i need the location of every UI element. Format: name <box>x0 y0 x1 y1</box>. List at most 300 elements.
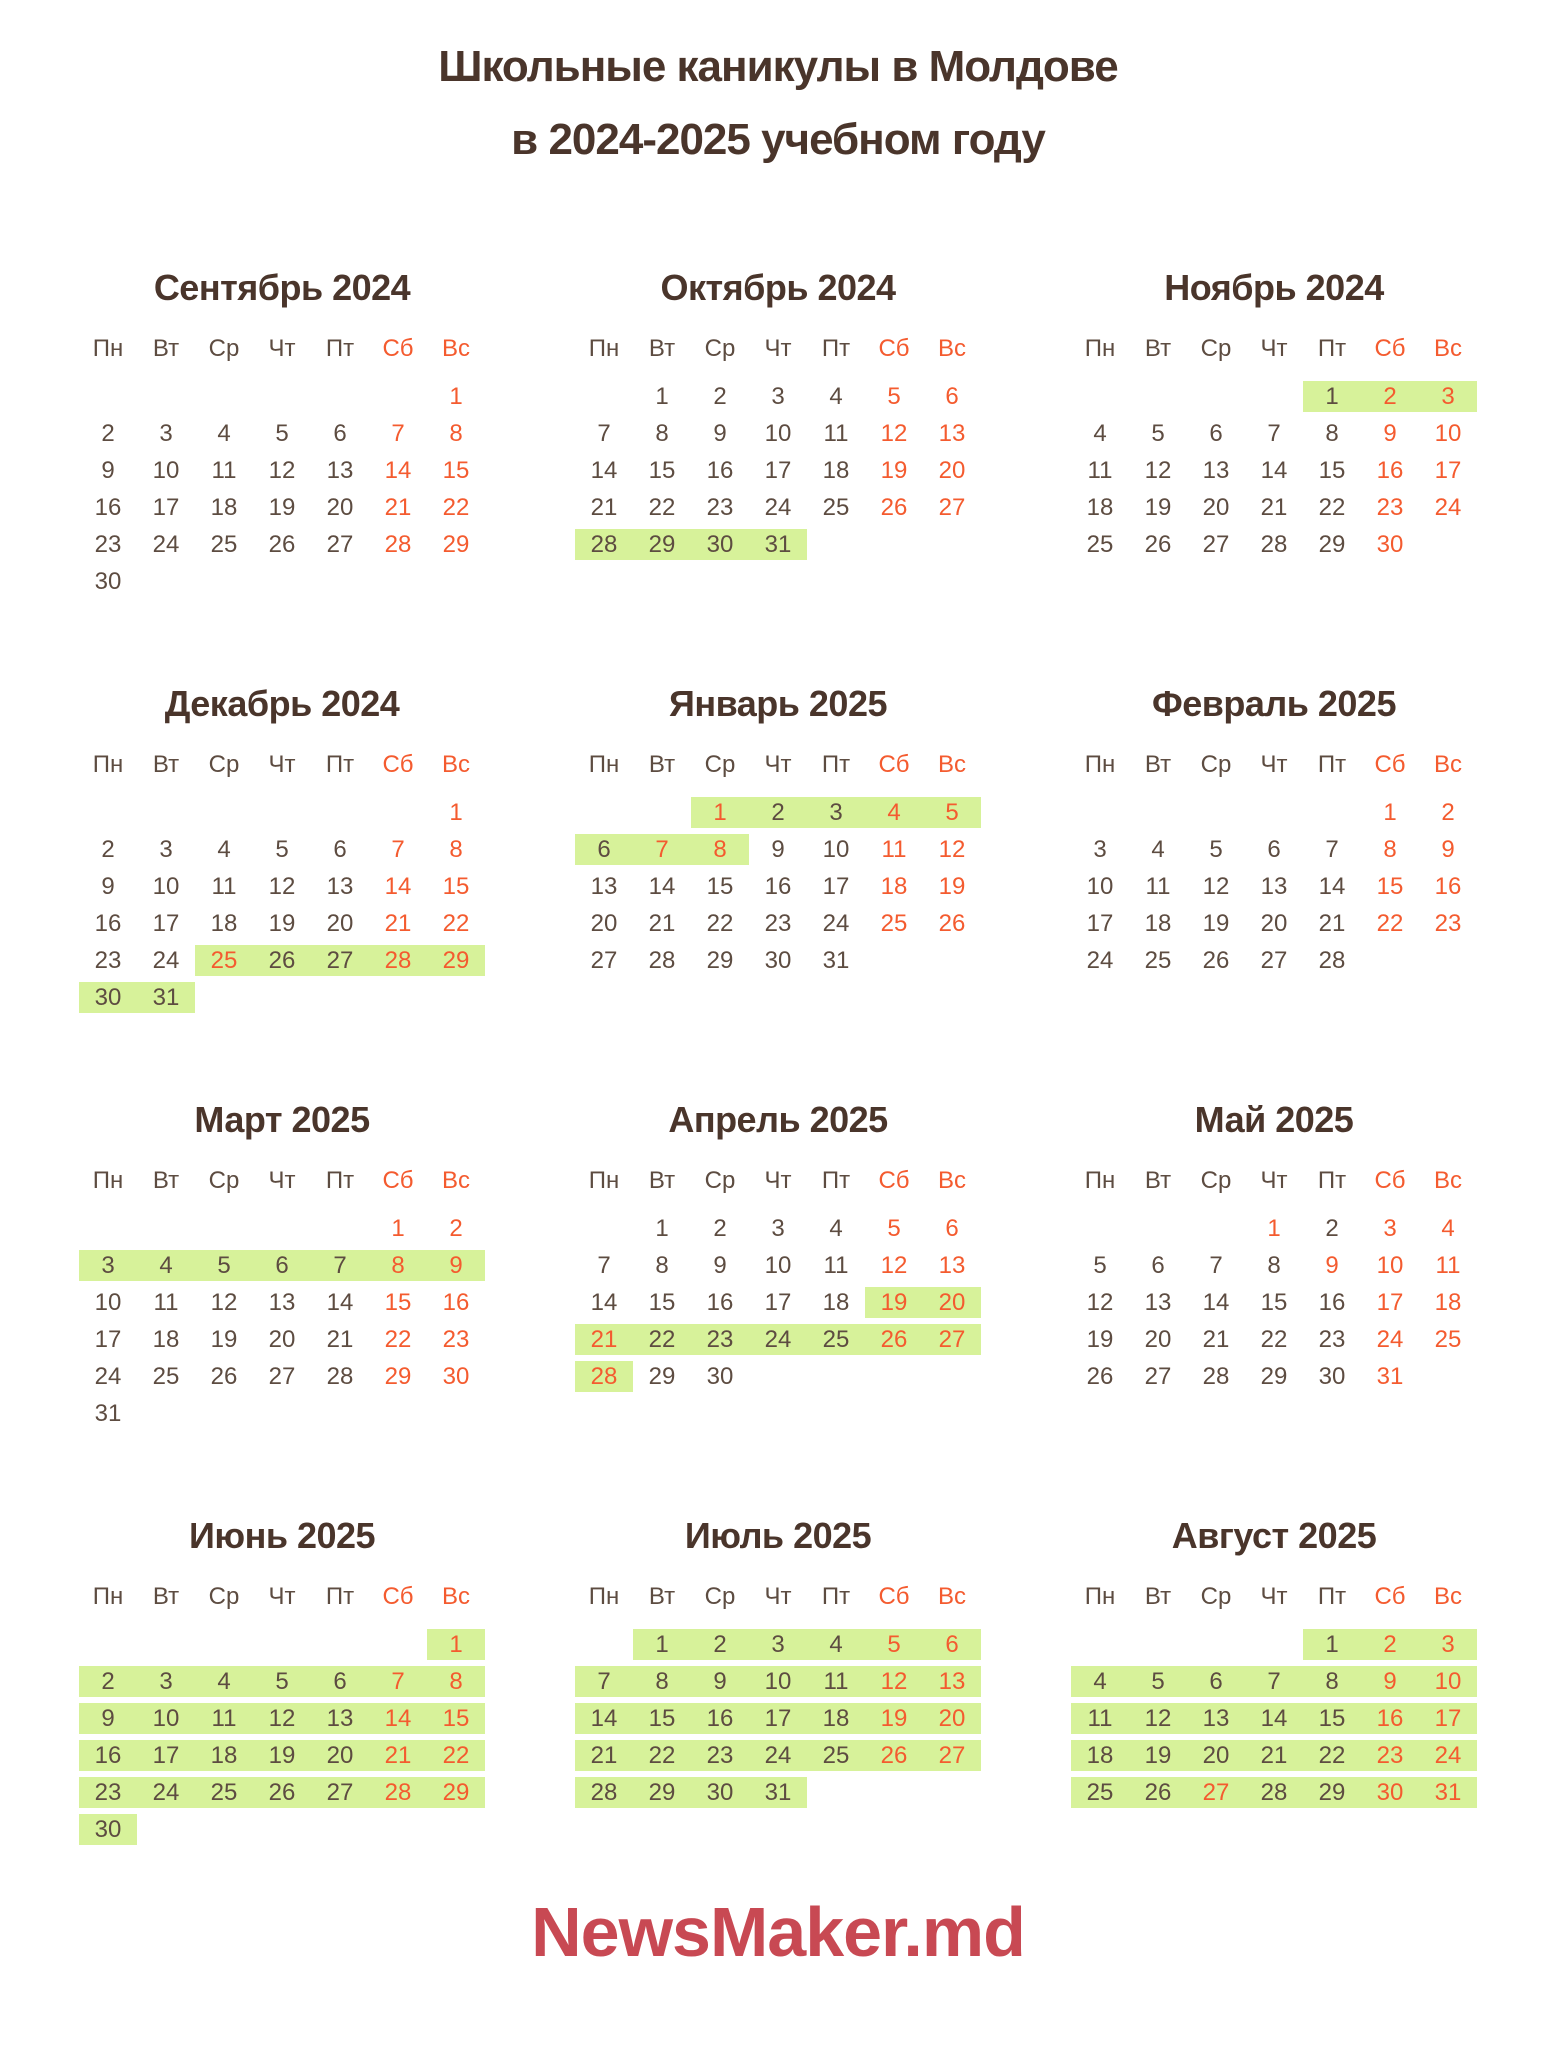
month-title: Август 2025 <box>1171 1515 1377 1556</box>
weekday-header: Пн <box>92 751 124 778</box>
day-cell: 23 <box>706 494 734 521</box>
day-cell: 19 <box>268 494 296 521</box>
holiday-day-cell: 27 <box>1187 1774 1245 1811</box>
month-calendar <box>79 1100 485 1432</box>
day-cell: 10 <box>1434 420 1462 447</box>
empty-cell <box>369 794 427 831</box>
weekday-header: Пн <box>1084 1583 1116 1610</box>
weekday-header: Ср <box>704 751 736 778</box>
day-cell: 29 <box>384 1363 412 1390</box>
weekday-header: Вт <box>152 335 180 362</box>
weekday-header: Сб <box>1374 1583 1406 1610</box>
weekday-header: Вт <box>152 1167 180 1194</box>
day-cell: 1 <box>1383 799 1397 826</box>
newsmaker-logo: NewsMaker.md <box>531 1893 1025 1971</box>
weekday-header: Вс <box>441 751 470 778</box>
day-cell: 13 <box>326 873 354 900</box>
day-cell: 16 <box>1318 1289 1346 1316</box>
day-cell: 20 <box>1144 1326 1172 1353</box>
day-cell: 22 <box>442 910 470 937</box>
month-grid <box>1071 332 1477 563</box>
weekday-header: Ср <box>704 1167 736 1194</box>
day-cell: 14 <box>648 873 676 900</box>
holiday-day-cell: 8 <box>369 1247 427 1284</box>
holiday-day-cell: 24 <box>749 1737 807 1774</box>
holiday-day-cell: 20 <box>923 1284 981 1321</box>
holiday-day-cell: 10 <box>1419 1663 1477 1700</box>
month-grid <box>79 748 485 1016</box>
weekday-header: Вс <box>1433 1167 1462 1194</box>
holiday-day-cell: 26 <box>1129 1774 1187 1811</box>
empty-cell <box>575 1210 633 1247</box>
day-cell: 5 <box>1093 1252 1107 1279</box>
weekday-header: Чт <box>764 1583 792 1610</box>
month-title: Май 2025 <box>1194 1099 1354 1140</box>
weekday-header: Сб <box>878 1167 910 1194</box>
day-cell: 11 <box>211 457 237 484</box>
holiday-day-cell: 3 <box>137 1663 195 1700</box>
holiday-day-cell: 25 <box>807 1321 865 1358</box>
day-cell: 7 <box>1209 1252 1223 1279</box>
weekday-header: Пт <box>1317 335 1347 362</box>
holiday-day-cell: 30 <box>691 1774 749 1811</box>
weekday-header: Вс <box>1433 751 1462 778</box>
day-cell: 24 <box>152 947 180 974</box>
day-cell: 26 <box>880 494 908 521</box>
day-cell: 20 <box>326 494 354 521</box>
day-cell: 15 <box>442 873 470 900</box>
month-title: Июнь 2025 <box>188 1515 376 1556</box>
day-cell: 5 <box>887 1215 901 1242</box>
day-cell: 15 <box>706 873 734 900</box>
day-cell: 21 <box>1260 494 1288 521</box>
weekday-header: Ср <box>1200 1583 1232 1610</box>
holiday-day-cell: 19 <box>865 1284 923 1321</box>
day-cell: 6 <box>333 420 347 447</box>
holiday-day-cell: 22 <box>633 1321 691 1358</box>
empty-cell <box>1129 378 1187 415</box>
day-cell: 9 <box>101 873 115 900</box>
day-cell: 22 <box>442 494 470 521</box>
weekday-header: Вт <box>1144 1167 1172 1194</box>
weekday-header: Вс <box>441 1583 470 1610</box>
day-cell: 17 <box>764 457 792 484</box>
day-cell: 12 <box>880 1252 908 1279</box>
day-cell: 26 <box>1202 947 1230 974</box>
holiday-day-cell: 25 <box>807 1737 865 1774</box>
day-cell: 15 <box>648 457 676 484</box>
day-cell: 24 <box>94 1363 122 1390</box>
day-cell: 1 <box>1267 1215 1281 1242</box>
holiday-day-cell: 25 <box>195 942 253 979</box>
weekday-header: Ср <box>1200 1167 1232 1194</box>
holiday-day-cell: 13 <box>1187 1700 1245 1737</box>
day-cell: 15 <box>442 457 470 484</box>
day-cell: 22 <box>1318 494 1346 521</box>
day-cell: 12 <box>1144 457 1172 484</box>
day-cell: 11 <box>1087 457 1113 484</box>
weekday-header: Вс <box>441 335 470 362</box>
holiday-day-cell: 29 <box>427 942 485 979</box>
holiday-day-cell: 30 <box>691 526 749 563</box>
weekday-header: Пт <box>325 1583 355 1610</box>
day-cell: 18 <box>210 494 238 521</box>
holiday-day-cell: 28 <box>1245 1774 1303 1811</box>
day-cell: 14 <box>326 1289 354 1316</box>
holiday-day-cell: 19 <box>865 1700 923 1737</box>
month-calendar <box>1071 1100 1477 1395</box>
holiday-day-cell: 4 <box>865 794 923 831</box>
weekday-header: Сб <box>382 1583 414 1610</box>
day-cell: 10 <box>152 457 180 484</box>
weekday-header: Сб <box>1374 335 1406 362</box>
day-cell: 16 <box>706 457 734 484</box>
weekday-header: Вс <box>441 1167 470 1194</box>
weekday-header: Чт <box>764 335 792 362</box>
holiday-day-cell: 3 <box>79 1247 137 1284</box>
holiday-day-cell: 29 <box>427 1774 485 1811</box>
holiday-day-cell: 31 <box>1419 1774 1477 1811</box>
holiday-day-cell: 21 <box>1245 1737 1303 1774</box>
weekday-header: Ср <box>208 751 240 778</box>
empty-cell <box>137 1626 195 1663</box>
weekday-header: Вс <box>1433 1583 1462 1610</box>
weekday-header: Пн <box>588 1167 620 1194</box>
day-cell: 26 <box>1144 531 1172 558</box>
holiday-day-cell: 17 <box>137 1737 195 1774</box>
empty-cell <box>575 378 633 415</box>
day-cell: 25 <box>1144 947 1172 974</box>
holiday-day-cell: 23 <box>691 1321 749 1358</box>
empty-cell <box>253 1626 311 1663</box>
day-cell: 29 <box>706 947 734 974</box>
calendar-months-grid <box>0 268 1556 1848</box>
day-cell: 5 <box>887 383 901 410</box>
day-cell: 5 <box>275 420 289 447</box>
weekday-header: Пн <box>1084 1167 1116 1194</box>
weekday-header: Чт <box>268 1583 296 1610</box>
holiday-day-cell: 10 <box>137 1700 195 1737</box>
weekday-header: Чт <box>1260 1167 1288 1194</box>
day-cell: 13 <box>268 1289 296 1316</box>
holiday-day-cell: 7 <box>633 831 691 868</box>
holiday-day-cell: 2 <box>1361 378 1419 415</box>
holiday-day-cell: 30 <box>1361 1774 1419 1811</box>
day-cell: 4 <box>829 1215 843 1242</box>
day-cell: 27 <box>326 531 354 558</box>
day-cell: 25 <box>822 494 850 521</box>
holiday-day-cell: 11 <box>1071 1700 1129 1737</box>
month-calendar <box>1071 1516 1477 1811</box>
holiday-day-cell: 21 <box>575 1737 633 1774</box>
day-cell: 20 <box>1260 910 1288 937</box>
day-cell: 19 <box>268 910 296 937</box>
empty-cell <box>311 794 369 831</box>
empty-cell <box>575 794 633 831</box>
holiday-day-cell: 26 <box>865 1737 923 1774</box>
day-cell: 23 <box>764 910 792 937</box>
empty-cell <box>1187 794 1245 831</box>
day-cell: 17 <box>152 494 180 521</box>
weekday-header: Пн <box>588 335 620 362</box>
holiday-day-cell: 11 <box>195 1700 253 1737</box>
holiday-day-cell: 14 <box>575 1700 633 1737</box>
holiday-day-cell: 2 <box>79 1663 137 1700</box>
month-title: Сентябрь 2024 <box>153 267 411 308</box>
holiday-day-cell: 7 <box>575 1663 633 1700</box>
day-cell: 7 <box>1267 420 1281 447</box>
holiday-day-cell: 28 <box>575 526 633 563</box>
holiday-day-cell: 2 <box>749 794 807 831</box>
empty-cell <box>195 1210 253 1247</box>
month-title: Апрель 2025 <box>668 1099 888 1140</box>
month-calendar <box>575 684 981 979</box>
month-grid <box>79 1580 485 1848</box>
day-cell: 21 <box>384 494 412 521</box>
day-cell: 13 <box>1260 873 1288 900</box>
day-cell: 18 <box>1434 1289 1462 1316</box>
month-grid <box>575 1580 981 1811</box>
day-cell: 30 <box>706 1363 734 1390</box>
day-cell: 4 <box>1441 1215 1455 1242</box>
day-cell: 28 <box>384 531 412 558</box>
holiday-day-cell: 31 <box>749 1774 807 1811</box>
day-cell: 27 <box>1260 947 1288 974</box>
day-cell: 11 <box>153 1289 179 1316</box>
month-calendar <box>79 1516 485 1848</box>
holiday-day-cell: 1 <box>691 794 749 831</box>
weekday-header: Пн <box>1084 335 1116 362</box>
holiday-day-cell: 16 <box>79 1737 137 1774</box>
day-cell: 10 <box>94 1289 122 1316</box>
day-cell: 25 <box>210 531 238 558</box>
weekday-header: Пт <box>821 1167 851 1194</box>
holiday-day-cell: 9 <box>79 1700 137 1737</box>
holiday-day-cell: 27 <box>923 1321 981 1358</box>
empty-cell <box>1245 1626 1303 1663</box>
day-cell: 25 <box>1086 531 1114 558</box>
holiday-day-cell: 13 <box>311 1700 369 1737</box>
month-title: Март 2025 <box>194 1099 370 1140</box>
weekday-header: Пт <box>821 335 851 362</box>
day-cell: 6 <box>945 1215 959 1242</box>
day-cell: 14 <box>1260 457 1288 484</box>
weekday-header: Сб <box>1374 751 1406 778</box>
day-cell: 27 <box>1144 1363 1172 1390</box>
day-cell: 1 <box>449 799 463 826</box>
day-cell: 26 <box>938 910 966 937</box>
day-cell: 23 <box>94 531 122 558</box>
day-cell: 2 <box>101 836 115 863</box>
day-cell: 25 <box>880 910 908 937</box>
weekday-header: Вт <box>648 1583 676 1610</box>
weekday-header: Чт <box>1260 335 1288 362</box>
holiday-day-cell: 4 <box>1071 1663 1129 1700</box>
weekday-header: Сб <box>382 1167 414 1194</box>
holiday-day-cell: 3 <box>1419 378 1477 415</box>
day-cell: 3 <box>1383 1215 1397 1242</box>
day-cell: 25 <box>152 1363 180 1390</box>
day-cell: 5 <box>1209 836 1223 863</box>
empty-cell <box>1187 1210 1245 1247</box>
day-cell: 28 <box>1318 947 1346 974</box>
holiday-day-cell: 18 <box>1071 1737 1129 1774</box>
day-cell: 11 <box>823 420 849 447</box>
weekday-header: Пт <box>1317 751 1347 778</box>
day-cell: 10 <box>764 420 792 447</box>
holiday-day-cell: 20 <box>923 1700 981 1737</box>
holiday-day-cell: 5 <box>865 1626 923 1663</box>
day-cell: 30 <box>764 947 792 974</box>
day-cell: 29 <box>1260 1363 1288 1390</box>
holiday-day-cell: 30 <box>79 1811 137 1848</box>
day-cell: 9 <box>713 420 727 447</box>
day-cell: 22 <box>1260 1326 1288 1353</box>
empty-cell <box>1245 378 1303 415</box>
day-cell: 28 <box>1202 1363 1230 1390</box>
holiday-day-cell: 14 <box>1245 1700 1303 1737</box>
weekday-header: Вт <box>1144 751 1172 778</box>
weekday-header: Пн <box>588 1583 620 1610</box>
month-title: Октябрь 2024 <box>660 267 896 308</box>
day-cell: 12 <box>210 1289 238 1316</box>
day-cell: 14 <box>384 457 412 484</box>
holiday-day-cell: 12 <box>1129 1700 1187 1737</box>
day-cell: 28 <box>648 947 676 974</box>
month-title: Июль 2025 <box>684 1515 872 1556</box>
day-cell: 23 <box>1318 1326 1346 1353</box>
empty-cell <box>1129 1210 1187 1247</box>
weekday-header: Ср <box>704 1583 736 1610</box>
empty-cell <box>137 378 195 415</box>
weekday-header: Чт <box>764 751 792 778</box>
holiday-day-cell: 29 <box>633 526 691 563</box>
day-cell: 18 <box>152 1326 180 1353</box>
holiday-day-cell: 17 <box>749 1700 807 1737</box>
holiday-day-cell: 18 <box>195 1737 253 1774</box>
holiday-day-cell: 26 <box>253 942 311 979</box>
day-cell: 20 <box>590 910 618 937</box>
day-cell: 12 <box>268 457 296 484</box>
day-cell: 17 <box>1434 457 1462 484</box>
holiday-day-cell: 1 <box>1303 1626 1361 1663</box>
holiday-day-cell: 1 <box>633 1626 691 1663</box>
day-cell: 9 <box>1441 836 1455 863</box>
holiday-day-cell: 15 <box>427 1700 485 1737</box>
holiday-day-cell: 6 <box>923 1626 981 1663</box>
day-cell: 26 <box>1086 1363 1114 1390</box>
holiday-day-cell: 28 <box>369 1774 427 1811</box>
day-cell: 28 <box>326 1363 354 1390</box>
day-cell: 21 <box>648 910 676 937</box>
holiday-day-cell: 26 <box>865 1321 923 1358</box>
day-cell: 8 <box>655 1252 669 1279</box>
day-cell: 2 <box>1325 1215 1339 1242</box>
day-cell: 3 <box>159 836 173 863</box>
month-calendar <box>575 1100 981 1395</box>
weekday-header: Вс <box>1433 335 1462 362</box>
day-cell: 11 <box>1145 873 1171 900</box>
holiday-day-cell: 21 <box>369 1737 427 1774</box>
day-cell: 17 <box>1086 910 1114 937</box>
day-cell: 24 <box>764 494 792 521</box>
month-grid <box>79 332 485 600</box>
weekday-header: Вс <box>937 751 966 778</box>
day-cell: 21 <box>384 910 412 937</box>
day-cell: 16 <box>764 873 792 900</box>
day-cell: 6 <box>333 836 347 863</box>
day-cell: 18 <box>1086 494 1114 521</box>
holiday-day-cell: 6 <box>253 1247 311 1284</box>
day-cell: 14 <box>1202 1289 1230 1316</box>
weekday-header: Пн <box>588 751 620 778</box>
day-cell: 11 <box>211 873 237 900</box>
day-cell: 7 <box>597 420 611 447</box>
month-title: Февраль 2025 <box>1152 683 1396 724</box>
empty-cell <box>137 794 195 831</box>
day-cell: 9 <box>771 836 785 863</box>
weekday-header: Вс <box>937 1167 966 1194</box>
weekday-header: Вт <box>152 751 180 778</box>
day-cell: 13 <box>326 457 354 484</box>
day-cell: 4 <box>217 836 231 863</box>
day-cell: 8 <box>1267 1252 1281 1279</box>
day-cell: 24 <box>1086 947 1114 974</box>
page-title-line2: в 2024-2025 учебном году <box>511 115 1045 164</box>
day-cell: 14 <box>590 1289 618 1316</box>
empty-cell <box>137 1210 195 1247</box>
day-cell: 1 <box>655 383 669 410</box>
month-title: Декабрь 2024 <box>164 683 400 724</box>
holiday-day-cell: 25 <box>1071 1774 1129 1811</box>
holiday-day-cell: 19 <box>253 1737 311 1774</box>
day-cell: 31 <box>1376 1363 1404 1390</box>
weekday-header: Пн <box>92 335 124 362</box>
empty-cell <box>311 1210 369 1247</box>
day-cell: 19 <box>880 457 908 484</box>
day-cell: 21 <box>590 494 618 521</box>
empty-cell <box>79 1626 137 1663</box>
weekday-header: Пт <box>821 1583 851 1610</box>
day-cell: 8 <box>449 420 463 447</box>
day-cell: 31 <box>94 1400 122 1427</box>
empty-cell <box>253 378 311 415</box>
holiday-day-cell: 15 <box>633 1700 691 1737</box>
day-cell: 25 <box>1434 1326 1462 1353</box>
day-cell: 17 <box>94 1326 122 1353</box>
day-cell: 27 <box>590 947 618 974</box>
empty-cell <box>79 794 137 831</box>
empty-cell <box>1245 794 1303 831</box>
holiday-day-cell: 1 <box>1303 378 1361 415</box>
day-cell: 4 <box>1093 420 1107 447</box>
holiday-day-cell: 8 <box>691 831 749 868</box>
weekday-header: Сб <box>382 751 414 778</box>
day-cell: 6 <box>1267 836 1281 863</box>
month-grid <box>575 332 981 563</box>
holiday-day-cell: 6 <box>311 1663 369 1700</box>
holiday-day-cell: 14 <box>369 1700 427 1737</box>
day-cell: 1 <box>449 383 463 410</box>
day-cell: 9 <box>713 1252 727 1279</box>
day-cell: 10 <box>1086 873 1114 900</box>
weekday-header: Пт <box>1317 1583 1347 1610</box>
day-cell: 3 <box>771 383 785 410</box>
day-cell: 17 <box>764 1289 792 1316</box>
weekday-header: Вт <box>648 751 676 778</box>
day-cell: 12 <box>1202 873 1230 900</box>
weekday-header: Чт <box>1260 751 1288 778</box>
